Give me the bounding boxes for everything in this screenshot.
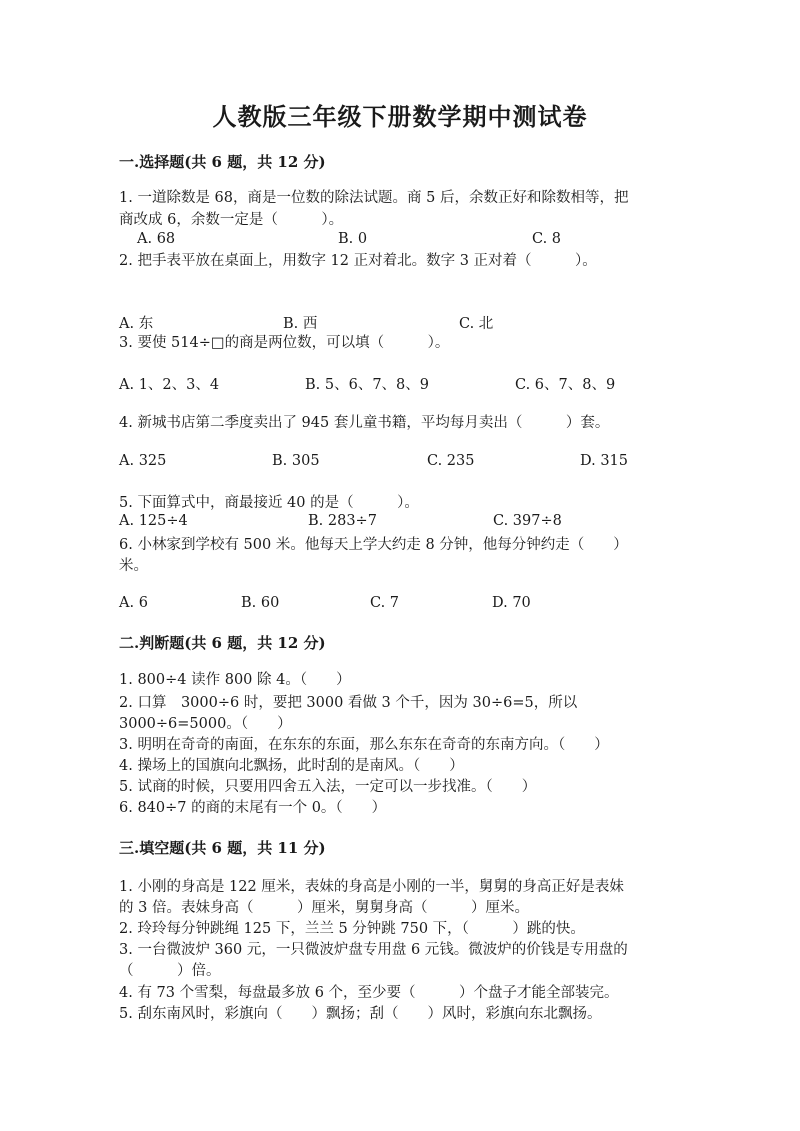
question-text: 3000÷6=5000。（ ） [119, 716, 292, 732]
question-text: 2. 口算 3000÷6 时，要把 3000 看做 3 个千，因为 30÷6=5，所以 [119, 695, 578, 711]
question-text: 5. 下面算式中，商最接近 40 的是（ ）。 [119, 495, 419, 511]
option-d: D. 70 [492, 595, 531, 611]
question-text: 6. 840÷7 的商的末尾有一个 0。（ ） [119, 800, 387, 816]
option-a: A. 125÷4 [119, 513, 188, 529]
question-text: （ ）倍。 [119, 963, 221, 979]
question-text: 4. 有 73 个雪梨，每盘最多放 6 个，至少要（ ）个盘子才能全部装完。 [119, 985, 619, 1001]
option-d: D. 315 [580, 453, 629, 469]
section-heading-judgment: 二.判断题(共 6 题，共 12 分) [119, 634, 326, 652]
option-b: B. 西 [283, 316, 318, 332]
option-c: C. 8 [532, 231, 562, 247]
option-a: A. 1、2、3、4 [119, 377, 220, 393]
option-b: B. 60 [241, 595, 280, 611]
question-text: 3. 明明在奇奇的南面，在东东的东面，那么东东在奇奇的东南方向。（ ） [119, 737, 609, 753]
question-text: 米。 [119, 558, 148, 574]
option-a: A. 68 [137, 231, 176, 247]
option-a: A. 东 [119, 316, 154, 332]
option-b: B. 5、6、7、8、9 [305, 377, 430, 393]
option-b: B. 0 [338, 231, 368, 247]
question-text: 3. 一台微波炉 360 元，一只微波炉盘专用盘 6 元钱。微波炉的价钱是专用盘的 [119, 942, 628, 958]
question-text: 2. 把手表平放在桌面上，用数字 12 正对着北。数字 3 正对着（ ）。 [119, 253, 597, 269]
section-heading-choice: 一.选择题(共 6 题，共 12 分) [119, 153, 326, 171]
page-title: 人教版三年级下册数学期中测试卷 [212, 102, 588, 131]
question-text: 4. 操场上的国旗向北飘扬，此时刮的是南风。（ ） [119, 758, 464, 774]
option-c: C. 235 [427, 453, 475, 469]
option-b: B. 283÷7 [308, 513, 377, 529]
question-text: 商改成 6，余数一定是（ ）。 [119, 212, 344, 228]
question-text: 的 3 倍。表妹身高（ ）厘米，舅舅身高（ ）厘米。 [119, 900, 529, 916]
question-text: 2. 玲玲每分钟跳绳 125 下，兰兰 5 分钟跳 750 下，（ ）跳的快。 [119, 921, 585, 937]
option-c: C. 6、7、8、9 [515, 377, 616, 393]
question-text: 1. 一道除数是 68，商是一位数的除法试题。商 5 后，余数正好和除数相等，把 [119, 190, 629, 206]
question-text: 1. 800÷4 读作 800 除 4。（ ） [119, 672, 351, 688]
option-c: C. 北 [459, 316, 494, 332]
option-c: C. 397÷8 [493, 513, 562, 529]
option-a: A. 325 [119, 453, 167, 469]
section-heading-fill-blank: 三.填空题(共 6 题，共 11 分) [119, 839, 326, 857]
option-c: C. 7 [370, 595, 400, 611]
option-a: A. 6 [119, 595, 148, 611]
question-text: 5. 刮东南风时，彩旗向（ ）飘扬；刮（ ）风时，彩旗向东北飘扬。 [119, 1006, 602, 1022]
option-b: B. 305 [272, 453, 320, 469]
question-text: 4. 新城书店第二季度卖出了 945 套儿童书籍，平均每月卖出（ ）套。 [119, 415, 610, 431]
question-text: 1. 小刚的身高是 122 厘米，表妹的身高是小刚的一半，舅舅的身高正好是表妹 [119, 879, 624, 895]
question-text: 6. 小林家到学校有 500 米。他每天上学大约走 8 分钟，他每分钟约走（ ） [119, 537, 628, 553]
question-text: 3. 要使 514÷□的商是两位数，可以填（ ）。 [119, 335, 450, 351]
question-text: 5. 试商的时候，只要用四舍五入法，一定可以一步找准。（ ） [119, 779, 537, 795]
